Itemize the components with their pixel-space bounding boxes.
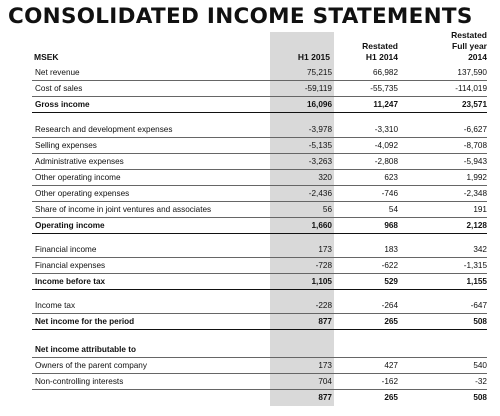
row-value-v1: 704: [318, 377, 332, 386]
row-label: Selling expenses: [35, 141, 97, 150]
row-value-v1: -228: [315, 301, 332, 310]
row-value-v2: 968: [384, 221, 398, 230]
row-value-v3: -32: [475, 377, 487, 386]
row-value-v2: 265: [384, 393, 398, 402]
row-label: Net income attributable to: [35, 345, 136, 354]
header-col-full-year-line: 2014: [468, 52, 487, 62]
row-value-v3: 508: [473, 393, 487, 402]
row-value-v2: 623: [384, 173, 398, 182]
row-value-v3: -5,943: [463, 157, 487, 166]
row-value-v2: 54: [388, 205, 398, 214]
row-value-v1: -3,978: [308, 125, 332, 134]
table-row: [32, 137, 487, 154]
row-value-v1: -728: [315, 261, 332, 270]
row-value-v1: -2,436: [308, 189, 332, 198]
header-col-h1-2014: [362, 41, 398, 63]
table-row: [32, 257, 487, 274]
row-label: Owners of the parent company: [35, 361, 147, 370]
row-value-v3: -8,708: [463, 141, 487, 150]
row-label: Operating income: [35, 221, 105, 230]
row-value-v3: 540: [473, 361, 487, 370]
row-value-v1: -59,119: [304, 84, 332, 93]
row-value-v1: 1,105: [311, 277, 332, 286]
table-row: [32, 153, 487, 170]
row-value-v2: 427: [384, 361, 398, 370]
row-value-v3: 191: [473, 205, 487, 214]
row-value-v1: 56: [322, 205, 332, 214]
row-value-v3: -2,348: [463, 189, 487, 198]
row-value-v1: -5,135: [308, 141, 332, 150]
row-value-v1: 320: [318, 173, 332, 182]
row-value-v2: -55,735: [370, 84, 398, 93]
row-value-v3: 23,571: [461, 100, 487, 109]
header-unit-label: MSEK: [34, 52, 59, 62]
header-col-full-year-line: Restated: [451, 30, 487, 40]
table-row: [32, 389, 487, 405]
row-value-v3: 508: [473, 317, 487, 326]
row-value-v3: 2,128: [466, 221, 487, 230]
row-label: Cost of sales: [35, 84, 83, 93]
row-label: Net revenue: [35, 68, 80, 77]
header-col-h1-2014-line: Restated: [362, 41, 398, 51]
row-value-v1: 75,215: [306, 68, 332, 77]
row-label: Non-controlling interests: [35, 377, 124, 386]
row-value-v2: -162: [381, 377, 398, 386]
row-value-v1: 877: [318, 317, 332, 326]
row-value-v1: -3,263: [308, 157, 332, 166]
header-col-h1-2015-line: H1 2015: [297, 52, 330, 62]
row-label: Other operating income: [35, 173, 121, 182]
row-label: Financial expenses: [35, 261, 106, 270]
table-row: [32, 357, 487, 374]
row-label: Share of income in joint ventures and associates: [35, 205, 212, 214]
row-value-v3: -114,019: [455, 84, 487, 93]
row-label: Research and development expenses: [35, 125, 173, 134]
table-row: [32, 96, 487, 113]
table-row: [32, 185, 487, 202]
table-row: [32, 64, 487, 81]
row-value-v3: -6,627: [463, 125, 487, 134]
row-value-v1: 173: [318, 361, 332, 370]
header-col-h1-2015: [298, 52, 330, 63]
header-col-full-year-2014: [451, 30, 487, 63]
row-value-v2: -4,092: [374, 141, 398, 150]
row-value-v1: 1,660: [311, 221, 332, 230]
row-value-v1: 16,096: [306, 100, 332, 109]
row-value-v3: 137,590: [457, 68, 487, 77]
row-value-v2: 66,982: [372, 68, 398, 77]
table-row: [32, 373, 487, 390]
header-col-full-year-line: Full year: [452, 41, 487, 51]
table-row: [32, 273, 487, 290]
row-label: Net income for the period: [35, 317, 135, 326]
row-value-v3: -647: [470, 301, 487, 310]
table-row: [32, 241, 487, 258]
row-label: Gross income: [35, 100, 90, 109]
row-value-v3: 342: [473, 245, 487, 254]
table-row: [32, 121, 487, 138]
table-row: [32, 217, 487, 234]
row-value-v3: 1,155: [466, 277, 487, 286]
row-value-v2: 183: [384, 245, 398, 254]
row-value-v3: -1,315: [463, 261, 487, 270]
table-row: [32, 201, 487, 218]
page-title: CONSOLIDATED INCOME STATEMENTS: [8, 4, 473, 29]
row-value-v2: 265: [384, 317, 398, 326]
row-value-v2: -746: [381, 189, 398, 198]
row-value-v2: -3,310: [374, 125, 398, 134]
row-label: Income before tax: [35, 277, 106, 286]
row-label: Administrative expenses: [35, 157, 124, 166]
row-value-v1: 173: [318, 245, 332, 254]
row-value-v2: -622: [381, 261, 398, 270]
table-row: [32, 80, 487, 97]
table-row: [32, 341, 487, 358]
row-value-v2: -264: [381, 301, 398, 310]
header-col-h1-2014-line: H1 2014: [365, 52, 398, 62]
row-value-v2: -2,808: [374, 157, 398, 166]
row-value-v2: 11,247: [373, 100, 398, 109]
row-label: Other operating expenses: [35, 189, 130, 198]
table-row: [32, 313, 487, 330]
row-value-v1: 877: [318, 393, 332, 402]
table-row: [32, 297, 487, 314]
row-value-v3: 1,992: [466, 173, 487, 182]
table-row: [32, 169, 487, 186]
row-label: Income tax: [35, 301, 76, 310]
row-label: Financial income: [35, 245, 97, 254]
row-value-v2: 529: [384, 277, 398, 286]
